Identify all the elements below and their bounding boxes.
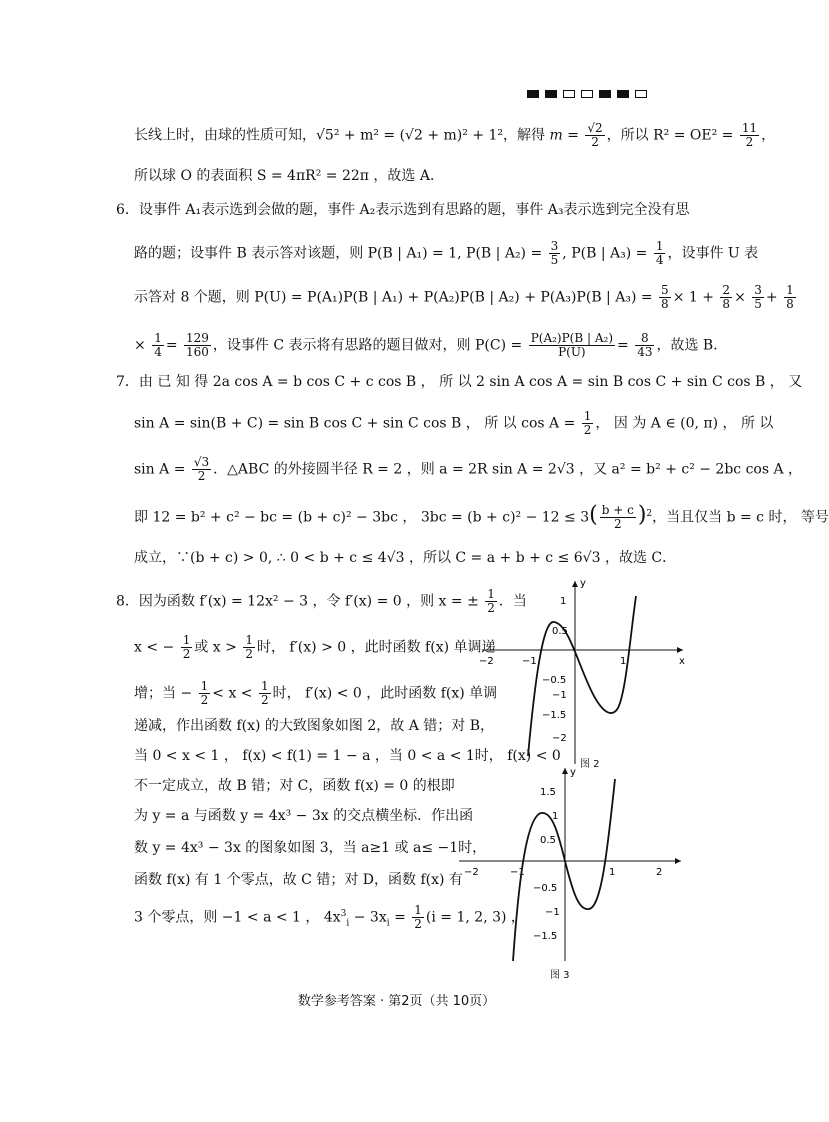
y-tick-label: −0.5 — [533, 883, 558, 894]
question-number: 8． — [116, 593, 139, 610]
text: 增；当 − — [134, 685, 193, 702]
q7-line-3 — [134, 456, 802, 483]
fraction: $\frac{1}{2}$ — [414, 903, 422, 932]
text: sin A = sin(B + C) = sin B cos C + sin C cos B ， 所 以 cos A = — [134, 415, 576, 432]
text: 示答对 8 个题，则 P(U) = P(A₁)P(B | A₁) + P(A₂)P(B | A₂) + P(A₃)P(B | A₃) = — [134, 289, 653, 306]
math: i — [386, 918, 390, 929]
x-tick-label: 1 — [609, 867, 616, 878]
q8-line-9: 函数 f(x) 有 1 个零点，故 C 错；对 D，函数 f(x) 有 — [134, 872, 463, 888]
y-axis-label: y — [570, 767, 576, 778]
y-tick-label: −1.5 — [533, 931, 558, 942]
fraction: $\frac{1}{8}$ — [786, 283, 794, 311]
y-tick-label: 1.5 — [540, 787, 556, 798]
math: × — [134, 337, 146, 354]
x-tick-label: 2 — [656, 867, 663, 878]
text: ．当 — [498, 593, 527, 610]
text: 因为函数 f′(x) = 12x² − 3 ，令 f′(x) = 0 ，则 x = ± — [138, 593, 479, 610]
text: 时， f′(x) < 0 ，此时函数 f(x) 单调 — [272, 685, 498, 702]
math: + — [765, 289, 778, 306]
text: 时， f′(x) > 0 ，此时函数 f(x) 单调递 — [256, 639, 496, 656]
math: 2 — [646, 509, 653, 519]
figure-3-caption: 图 3 — [550, 970, 570, 981]
math: R² = OE² = — [653, 127, 734, 144]
q6-line-1 — [116, 200, 689, 220]
text: − 3x — [353, 909, 387, 926]
figure-3-graph — [455, 765, 685, 965]
text: (i = 1, 2, 3) ， — [425, 909, 525, 926]
text: 或 x > — [194, 639, 237, 656]
x-tick-label: −2 — [479, 656, 494, 667]
fraction: $\frac{1}{2}$ — [182, 633, 191, 661]
y-tick-label: 1 — [560, 596, 567, 607]
math: √5 — [316, 127, 334, 144]
text: ，故选 B． — [656, 337, 728, 354]
p5-line-1: 长线上时，由球的性质可知，√5² + m² = (√2 + m)² + 1²，解得 m = $\frac{√2}{2}$ ，所以 R² = OE² = $\frac{11}{2}$ ， — [134, 121, 776, 149]
header-mark — [545, 90, 557, 98]
y-tick-label: −2 — [552, 733, 567, 744]
y-tick-label: −1 — [552, 690, 567, 701]
fraction: $\frac{1}{2}$ — [487, 587, 495, 615]
text: sin A = — [134, 461, 186, 478]
header-mark — [635, 90, 647, 98]
fraction: $\frac{1}{4}$ — [655, 239, 664, 267]
text: ．△ABC 的外接圆半径 R = 2 ，则 a = 2R sin A = 2√3 ，又 a² = b² + c² − 2bc cos A ， — [213, 461, 803, 478]
math: = — [165, 337, 178, 354]
figure-2-caption: 图 2 — [580, 759, 600, 770]
text: 长线上时，由球的性质可知， — [134, 127, 316, 144]
x-tick-label: −1 — [522, 656, 537, 667]
x-tick-label: −1 — [510, 867, 525, 878]
math: 3 — [340, 909, 347, 919]
fig3-curve — [513, 779, 615, 961]
p5-line-2: 所以球 O 的表面积 S = 4πR² = 22π ，故选 A． — [134, 168, 444, 184]
x-tick-label: −2 — [464, 867, 479, 878]
fraction: $\frac{1}{2}$ — [200, 679, 209, 707]
x-axis-arrow — [675, 858, 681, 864]
header-mark — [617, 90, 629, 98]
fraction: $\frac{√2}{2}$ — [587, 121, 603, 149]
fraction: $\frac{√3}{2}$ — [193, 455, 210, 483]
math: ² + m² = (√2 + m)² + 1² — [333, 127, 504, 144]
header-mark — [563, 90, 575, 98]
y-axis-label: y — [580, 578, 586, 589]
text: < x < — [212, 685, 253, 702]
q8-line-1 — [116, 588, 527, 615]
text: 3 个零点，则 −1 < a < 1 ， 4x — [134, 909, 341, 926]
text: = — [394, 909, 406, 926]
y-tick-label: 0.5 — [552, 626, 568, 637]
fraction: $\frac{\text{P(A₂)P(B | A₂)}}{P(U)}$ — [530, 331, 614, 359]
figure-2-graph — [478, 578, 688, 768]
text: 即 12 = b² + c² − bc = (b + c)² − 3bc ， 3bc = (b + c)² − 12 ≤ 3 — [134, 509, 590, 526]
fraction: $\frac{b + c}{2}$ — [601, 503, 634, 532]
y-tick-label: −0.5 — [542, 675, 567, 686]
fraction: $\frac{8}{43}$ — [637, 331, 653, 359]
q7-line-4: 即 12 = b² + c² − bc = (b + c)² − 3bc ， 3bc = (b + c)² − 12 ≤ 3( $\frac{b + c}{2}$ )$^2$，当且仅当 b = c 时， 等号 — [134, 502, 829, 532]
y-tick-label: −1.5 — [542, 710, 567, 721]
fraction: $\frac{129}{160}$ — [186, 331, 209, 359]
y-axis-arrow — [562, 768, 568, 774]
header-marks — [527, 90, 647, 100]
fraction: $\frac{2}{8}$ — [722, 283, 731, 311]
fraction: $\frac{5}{8}$ — [661, 283, 669, 311]
header-mark — [581, 90, 593, 98]
q7-line-2 — [134, 410, 773, 437]
x-axis-label: x — [679, 656, 685, 667]
q8-line-6: 不一定成立，故 B 错；对 C，函数 f(x) = 0 的根即 — [134, 778, 455, 794]
fraction: $\frac{1}{2}$ — [583, 409, 592, 437]
fraction: $\frac{1}{2}$ — [261, 679, 269, 707]
q8-line-3 — [134, 680, 497, 707]
header-mark — [527, 90, 539, 98]
q8-line-5: 当 0 < x < 1 ， f(x) < f(1) = 1 − a ，当 0 < a < 1时， f(x) < 0 — [134, 748, 561, 764]
page-footer: 数学参考答案 · 第2页（共 10页） — [297, 994, 496, 1009]
text: , P(B | A₃) = — [562, 245, 648, 262]
text: ，所以 — [606, 127, 649, 144]
fraction: $\frac{1}{4}$ — [154, 331, 162, 359]
text: x < − — [134, 639, 175, 656]
header-mark — [599, 90, 611, 98]
fraction: $\frac{3}{5}$ — [550, 239, 559, 267]
text: ，解得 — [503, 127, 546, 144]
math: × — [734, 289, 746, 306]
q8-line-8: 数 y = 4x³ − 3x 的图象如图 3，当 a≥1 或 a≤ −1时， — [134, 840, 487, 856]
math: = — [617, 337, 629, 354]
y-tick-label: 1 — [552, 811, 559, 822]
text: ，设事件 C 表示将有思路的题目做对，则 P(C) = — [212, 337, 523, 354]
q8-line-4: 递减，作出函数 f(x) 的大致图象如图 2，故 A 错；对 B， — [134, 718, 495, 734]
q8-line-7: 为 y = a 与函数 y = 4x³ − 3x 的交点横坐标．作出函 — [134, 808, 474, 824]
text: 设事件 A₁表示选到会做的题，事件 A₂表示选到有思路的题，事件 A₃表示选到完全没有思 — [138, 202, 690, 218]
q7-line-5: 成立，∵(b + c) > 0, ∴ 0 < b + c ≤ 4√3 ，所以 C = a + b + c ≤ 6√3 ，故选 C． — [134, 550, 677, 566]
q6-line-4 — [134, 332, 727, 359]
q6-line-3 — [134, 284, 798, 311]
q8-line-2 — [134, 634, 496, 661]
fraction: $\frac{1}{2}$ — [245, 633, 253, 661]
text: 由 已 知 得 2a cos A = b cos C + c cos B ， 所 以 2 sin A cos A = sin B cos C + sin C cos B ， 又 — [138, 374, 803, 390]
fraction: $\frac{3}{5}$ — [754, 283, 762, 311]
x-axis-arrow — [677, 647, 683, 653]
fraction: $\frac{11}{2}$ — [741, 121, 758, 149]
question-number: 7． — [116, 374, 139, 390]
y-tick-label: −1 — [545, 907, 560, 918]
x-tick-label: 1 — [620, 656, 627, 667]
math: × 1 + — [672, 289, 714, 306]
text: ， 因 为 A ∈ (0, π) ， 所 以 — [595, 415, 774, 432]
text: ，当且仅当 b = c 时， 等号 — [652, 509, 829, 526]
q7-line-1 — [116, 372, 802, 392]
text: 路的题；设事件 B 表示答对该题，则 P(B | A₁) = 1, P(B | A₂) = — [134, 245, 543, 262]
math: i — [346, 918, 350, 929]
text: ，设事件 U 表 — [667, 245, 759, 262]
q6-line-2 — [134, 240, 758, 267]
y-axis-arrow — [572, 581, 578, 587]
y-tick-label: 0.5 — [540, 835, 556, 846]
question-number: 6． — [116, 202, 139, 218]
